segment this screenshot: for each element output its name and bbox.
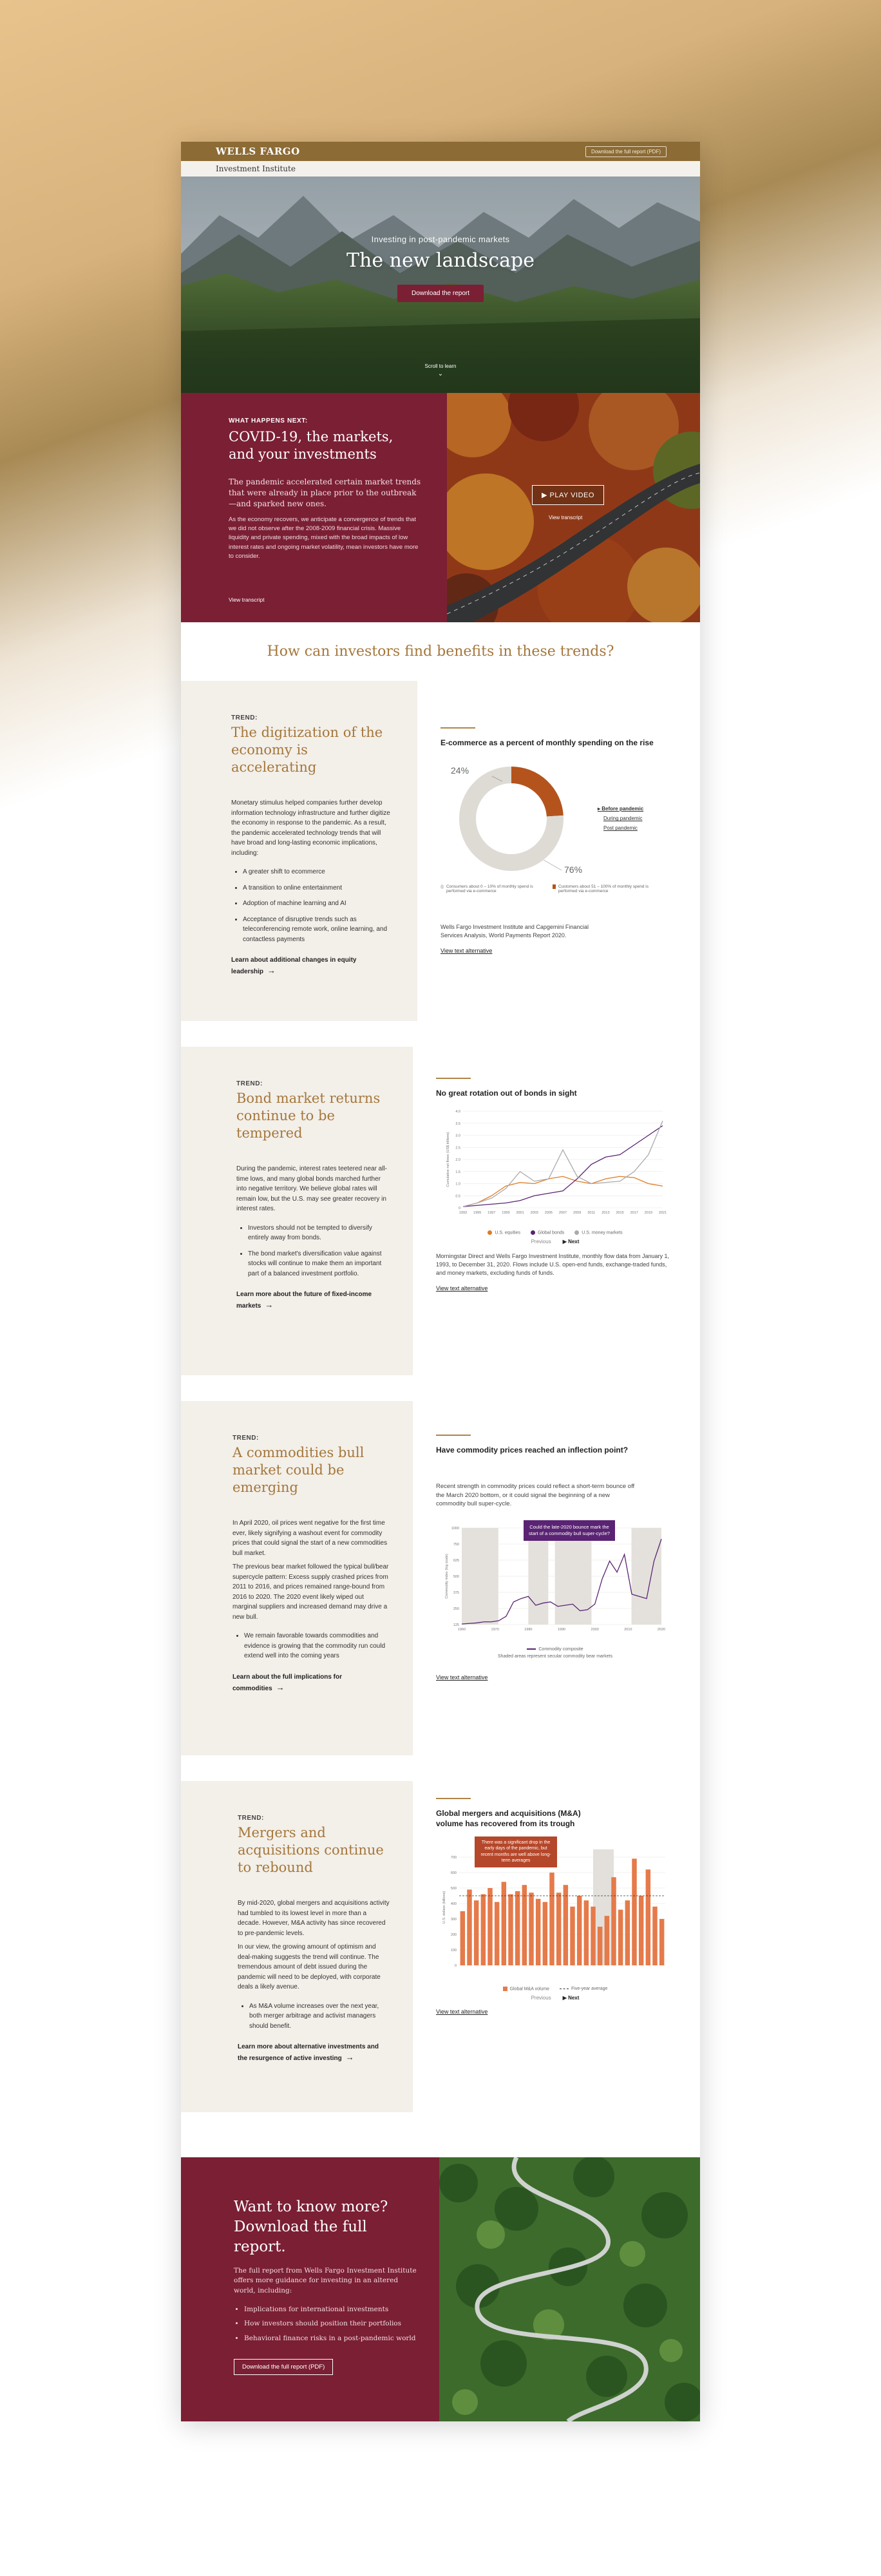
x-tick-label: 2021 [658,1210,667,1215]
commodity-chart-area [436,1515,674,1647]
series-line [463,1176,663,1207]
y-tick-label: 1.0 [455,1182,460,1187]
bar [618,1910,623,1965]
play-video-button[interactable] [532,485,604,505]
x-tick-label: 2017 [630,1210,638,1215]
arrow-right-icon: → [267,966,276,976]
bar [584,1900,589,1965]
autumn-road-image [447,393,700,622]
view-text-alternative-link[interactable]: View text alternative [436,1674,488,1681]
gold-divider [436,1078,471,1079]
brand-logo[interactable]: WELLS FARGO [216,146,300,157]
trend-title: Bond market returns continue to be tempered [236,1090,381,1141]
covid-text-panel [181,393,447,622]
arrow-right-icon: → [345,2052,354,2063]
y-tick-label: 100 [450,1948,457,1952]
chart-legend [436,1230,674,1235]
x-tick-label: 1980 [524,1628,533,1632]
view-text-alternative-link[interactable]: View text alternative [436,1285,488,1292]
trend-card [181,681,417,1021]
label-leader-line [544,860,562,870]
bar [611,1877,616,1965]
y-tick-label: 250 [453,1607,459,1612]
donut-chart [440,754,595,883]
trend-paragraph: In our view, the growing amount of optimism and deal-making suggests the trend will continue. The tremendous amount of debt issued during the pandemic will need to be deployed, with corporate deals a likely avenue. [238,1943,381,1991]
previous-button[interactable]: Previous [531,1239,551,1245]
view-text-alternative-link[interactable]: View text alternative [436,2008,488,2016]
bar [625,1900,630,1965]
bar [543,1902,547,1965]
chevron-down-icon: ⌄ [437,370,444,377]
gold-divider [440,727,475,729]
y-axis-label: U.S. dollars (billions) [442,1891,446,1924]
list-item: • As M&A volume increases over the next year, both merger arbitrage and activist managers should benefit. [249,2001,390,2032]
chart-nav [436,1995,674,2001]
trend-body [232,1518,390,1693]
y-tick-label: 1.5 [455,1170,460,1174]
bar [467,1889,471,1965]
covid-section [181,393,700,622]
trend-paragraph: During the pandemic, interest rates teetered near all-time lows, and many global bonds marched further into negative territory. We believe global rates will remain low, but the U.S. may see greater recovery in interest rates. [236,1165,388,1213]
cta-section [181,2157,700,2421]
trend-label: TREND: [236,1080,263,1087]
legend-item: Commodity composite [527,1647,583,1652]
hero-section [181,177,700,393]
bar [632,1858,636,1965]
list-item: • A greater shift to ecommerce [243,867,394,877]
investment-institute-label: Investment Institute [216,164,296,173]
bar [646,1869,650,1965]
play-icon: ▶ [542,491,550,499]
y-tick-label: 2.0 [455,1158,460,1162]
y-tick-label: 500 [453,1575,459,1579]
trend-card [181,1781,413,2112]
list-item: • Investors should not be tempted to diversify entirely away from bonds. [248,1223,390,1243]
bar [598,1927,602,1965]
trend-paragraph: In April 2020, oil prices went negative for the first time ever, likely signifying a washout event for commodity prices that could signal the start of a new commodities bull market. [232,1520,388,1557]
trend-label: TREND: [231,714,258,721]
next-button[interactable]: ▶ Next [562,1239,580,1245]
cta-body: The full report from Wells Fargo Investment Institute offers more guidance for investing in an altered world, including: [234,2266,417,2295]
trend-title: The digitization of the economy is accelerating [231,724,383,776]
legend-item: Five-year average [560,1987,607,1991]
y-axis-label: Commodity index (log scale) [445,1554,449,1599]
x-tick-label: 1990 [557,1628,566,1632]
trend-chart-panel [413,1047,700,1375]
cta-bullet-list [244,2304,420,2343]
trend-paragraph: The previous bear market followed the typical bull/bear supercycle pattern: Excess supply crashed prices from 2011 to 2016, and prices remained range-bound from 2016 to 2020. The 2020 event likely wiped out marginal suppliers and increased demand may drive a new bull. [232,1563,389,1621]
list-item: • Behavioral finance risks in a post-pandemic world [244,2333,420,2343]
x-tick-label: 2010 [624,1628,632,1632]
x-tick-label: 2015 [616,1210,624,1215]
bar [591,1907,595,1965]
cta-text-panel [181,2157,439,2421]
y-tick-label: 4.0 [455,1109,460,1114]
y-tick-label: 625 [453,1559,459,1563]
trend-card [181,1401,413,1755]
x-tick-label: 2009 [573,1210,582,1215]
y-tick-label: 500 [450,1886,457,1891]
previous-button[interactable]: Previous [531,1995,551,2001]
trend-chart-panel [413,1401,700,1755]
legend-item: Customers about 51 – 100% of monthly spend is performed via e-commerce [553,884,656,893]
sub-header [181,161,700,177]
list-item: • The bond market's diversification value against stocks will continue to make them an important part of a balanced investment portfolio. [248,1249,390,1279]
trend-body [236,1164,390,1311]
covid-body: As the economy recovers, we anticipate a convergence of trends that we did not observe after the 2008-2009 financial crisis. Massive liquidity and private spending, mixed with the broad impacts of low interest rates and ongoing market volatility, mean investors have more to consider. [229,515,419,560]
chart-legend [436,1647,674,1652]
trend-bullet-list [244,1631,390,1661]
series-line [463,1121,663,1207]
y-tick-label: 750 [453,1543,459,1547]
y-tick-label: 200 [450,1932,457,1937]
cta-title: Want to know more? Download the full report. [234,2198,388,2255]
y-tick-label: 1000 [451,1527,459,1531]
x-tick-label: 2019 [644,1210,652,1215]
chart-source: Wells Fargo Investment Institute and Capgemini Financial Services Analysis, World Payments Report 2020. [440,923,589,939]
chart-callout: There was a significant drop in the early days of the pandemic, but recent months are well above long-term averages [475,1837,557,1867]
y-tick-label: 400 [450,1902,457,1906]
bar [460,1911,465,1965]
learn-more-link[interactable]: Learn more about the future of fixed-income markets → [236,1291,372,1310]
list-item: • A transition to online entertainment [243,883,394,893]
x-tick-label: 2001 [516,1210,524,1215]
trend-label: TREND: [232,1434,259,1442]
view-text-alternative-link[interactable]: View text alternative [440,947,493,954]
x-tick-label: 2020 [657,1628,666,1632]
bar [495,1902,499,1965]
next-button[interactable]: ▶ Next [562,1995,580,2001]
bar [652,1907,657,1965]
play-video-label: PLAY VIDEO [549,491,594,499]
donut-legend [440,884,674,893]
learn-more-link[interactable]: Learn about additional changes in equity leadership → [231,957,357,976]
download-full-report-button[interactable]: Download the full report (PDF) [234,2359,333,2375]
x-tick-label: 2011 [587,1210,596,1215]
y-tick-label: 125 [453,1623,459,1628]
scroll-label: Scroll to learn [424,363,457,369]
gold-divider [436,1798,471,1799]
bar [474,1900,478,1965]
download-report-header-button[interactable]: Download the full report (PDF) [585,146,667,157]
trend-title: Mergers and acquisitions continue to rebound [238,1824,384,1876]
list-item: • We remain favorable towards commodities and evidence is growing that the commodity run could extend well into the coming years [244,1631,390,1661]
donut-chart-area [440,754,674,883]
trend-bonds [181,1047,700,1375]
x-tick-label: 1960 [457,1628,466,1632]
x-tick-label: 1997 [488,1210,496,1215]
bar [536,1899,540,1965]
download-report-hero-button[interactable]: Download the report [397,285,484,302]
legend-item: Global bonds [531,1230,564,1235]
trend-chart-panel [413,1781,700,2112]
trend-card [181,1047,413,1375]
x-tick-label: 2007 [558,1210,567,1215]
trend-title: A commodities bull market could be emerging [232,1444,365,1496]
video-transcript-link[interactable]: View transcript [549,515,583,520]
y-tick-label: 2.5 [455,1146,460,1150]
y-tick-label: 600 [450,1871,457,1875]
chart-callout: Could the late-2020 bounce mark the start of a commodity bull super-cycle? [524,1520,615,1541]
question-section [181,622,700,681]
chart-nav [436,1239,674,1245]
forest-road-image [439,2157,700,2421]
tab-post-pandemic[interactable]: Post pandemic [603,825,638,832]
covid-title: COVID-19, the markets, and your investments [229,429,393,463]
trend-body [231,798,394,977]
bar [549,1873,554,1965]
x-tick-label: 1995 [473,1210,482,1215]
trend-body [238,1898,390,2063]
page [181,142,700,2421]
chart-legend-note: Shaded areas represent secular commodity bear markets [497,1654,613,1659]
arrow-right-icon: → [276,1682,285,1692]
bar [659,1919,664,1965]
arrow-right-icon: → [265,1300,274,1310]
bar [570,1907,574,1965]
covid-eyebrow: WHAT HAPPENS NEXT: [229,417,308,425]
bar [508,1894,513,1965]
y-tick-label: 0.5 [455,1194,460,1199]
bar [515,1891,520,1965]
chart-title: No great rotation out of bonds in sight [436,1088,577,1098]
covid-lead: The pandemic accelerated certain market trends that were already in place prior to the outbreak—and sparked new ones. [229,477,421,509]
tab-during-pandemic[interactable]: During pandemic [603,816,643,822]
top-header [181,142,700,161]
learn-more-link[interactable]: Learn more about alternative investments and the resurgence of active investing → [238,2043,379,2063]
trend-bullet-list [248,1223,390,1279]
bar [522,1885,527,1965]
chart-source: Morningstar Direct and Wells Fargo Investment Institute, monthly flow data from January 1, 1993, to December 31, 2020. Flows include U.S. open-end funds, exchange-traded funds, and money markets, excluding funds of funds. [436,1253,669,1277]
hero-kicker: Investing in post-pandemic markets [371,234,510,244]
donut-slice [511,775,555,816]
trend-commodities [181,1401,700,1755]
trend-paragraph: By mid-2020, global mergers and acquisitions activity had tumbled to its lowest level in more than a decade. However, M&A activity has since recovered to pre-pandemic levels. [238,1900,390,1937]
y-axis-label: Cumulative net flows (US$ trillions) [446,1132,450,1187]
bar [639,1896,643,1965]
pandemic-highlight-band [593,1849,614,1965]
bar [577,1896,582,1965]
list-item: • How investors should position their portfolios [244,2318,420,2329]
scroll-indicator[interactable] [181,363,700,377]
question-heading: How can investors find benefits in these trends? [267,644,614,660]
learn-more-link[interactable]: Learn about the full implications for commodities → [232,1673,343,1692]
trend-paragraph: Monetary stimulus helped companies further develop information technology infrastructure and further digitize the economy in response to the pandemic. As a result, the pandemic accelerated technology trends that will have broad and long-lasting economic implications, including: [231,799,390,857]
chart-title: E-commerce as a percent of monthly spending on the rise [440,738,654,747]
donut-label-large: 76% [564,864,583,875]
list-item: • Acceptance of disruptive trends such as teleconferencing remote work, online learning, and contactless payments [243,915,394,945]
y-tick-label: 0 [458,1206,460,1210]
trend-bullet-list [249,2001,390,2032]
y-tick-label: 0 [454,1963,457,1968]
hero-content [181,234,700,302]
donut-label-small: 24% [451,765,469,776]
tab-before-pandemic[interactable]: ▸ Before pandemic [598,806,644,812]
y-tick-label: 700 [450,1855,457,1860]
trend-digitization [181,681,700,1021]
video-panel[interactable] [447,393,700,622]
chart-description: Recent strength in commodity prices could reflect a short-term bounce off the March 2020 bottom, or it could signal the beginning of a new commodity bull super-cycle. [436,1482,635,1508]
x-tick-label: 2005 [544,1210,553,1215]
y-tick-label: 3.0 [455,1134,460,1138]
hero-title: The new landscape [346,249,535,272]
trend-bullet-list [243,867,394,944]
chart-title: Have commodity prices reached an inflection point? [436,1445,629,1455]
x-tick-label: 1993 [459,1210,468,1215]
bar [556,1893,561,1965]
legend-item: Global M&A volume [503,1987,549,1991]
x-tick-label: 2003 [530,1210,538,1215]
chart-title: Global mergers and acquisitions (M&A) volume has recovered from its trough [436,1808,581,1828]
legend-item: U.S. equities [488,1230,520,1235]
trend-mergers [181,1781,700,2112]
y-tick-label: 3.5 [455,1121,460,1126]
bar [605,1916,609,1965]
legend-item: U.S. money markets [574,1230,622,1235]
y-tick-label: 375 [453,1591,459,1596]
list-item: • Implications for international investments [244,2304,420,2314]
chart-legend [436,1987,674,1991]
bar [529,1893,533,1965]
trend-chart-panel [417,681,700,1021]
bar [481,1894,486,1965]
trend-label: TREND: [238,1814,264,1822]
ma-chart-area [436,1835,674,1987]
bar [502,1882,506,1965]
bar [564,1885,568,1965]
aerial-forest-image [439,2157,700,2421]
x-tick-label: 1999 [502,1210,510,1215]
list-item: • Adoption of machine learning and AI [243,899,394,909]
legend-item: Consumers about 0 – 10% of monthly spend is performed via e-commerce [440,884,544,893]
gold-divider [436,1435,471,1436]
x-tick-label: 1970 [491,1628,499,1632]
x-tick-label: 2000 [591,1628,599,1632]
y-tick-label: 300 [450,1917,457,1922]
bar [488,1888,492,1965]
pandemic-tabs [598,804,643,834]
bond-flows-line-chart [436,1105,674,1227]
x-tick-label: 2013 [602,1210,610,1215]
view-transcript-link[interactable]: View transcript [229,596,265,603]
